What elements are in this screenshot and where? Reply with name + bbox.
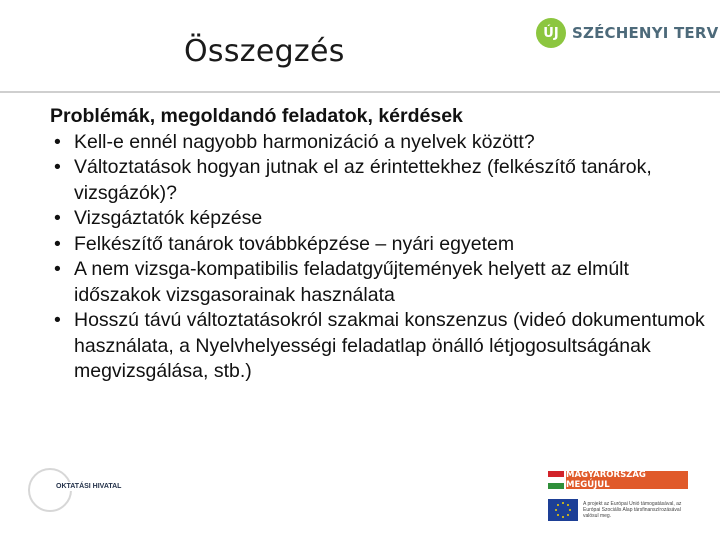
bullet-item: • Változtatások hogyan jutnak el az érintettekhez (felkészítő tanárok, vizsgázók)?: [50, 155, 710, 206]
bullet-item: • Vizsgáztatók képzése: [50, 206, 710, 232]
bullet-item: • A nem vizsga-kompatibilis feladatgyűjtemények helyett az elmúlt időszakok vizsgasorainak használata: [50, 257, 710, 308]
eu-flag-icon: [548, 499, 578, 521]
magyarorszag-megujul-text: MAGYARORSZÁG MEGÚJUL: [566, 471, 688, 489]
oktatasi-hivatal-logo: [28, 468, 122, 512]
footer-logos: [548, 471, 688, 521]
slide-title: Összegzés: [184, 34, 345, 69]
body-heading: Problémák, megoldandó feladatok, kérdések: [50, 105, 463, 127]
bullet-item: • Felkészítő tanárok továbbképzése – nyári egyetem: [50, 232, 710, 258]
bullet-item: • Kell-e ennél nagyobb harmonizáció a nyelvek között?: [50, 130, 710, 156]
bullet-item: • Hosszú távú változtatásokról szakmai konszenzus (videó dokumentumok használata, a Nyelvhelyességi feladatlap önálló létjogosultságának megvizsgálása, stb.): [50, 308, 710, 385]
szechenyi-terv-logo: [536, 18, 718, 48]
eu-logo: [548, 499, 688, 521]
magyarorszag-megujul-logo: [548, 471, 688, 489]
slide-body: [50, 104, 710, 385]
hungarian-flag-icon: [548, 471, 564, 489]
szechenyi-badge: ÚJ: [536, 18, 566, 48]
szechenyi-name: SZÉCHENYI TERV: [572, 24, 719, 42]
oktatasi-hivatal-text: OKTATÁSI HIVATAL: [56, 483, 122, 490]
bullet-list: [50, 130, 710, 385]
eu-support-text: A projekt az Európai Unió támogatásával, az Európai Szociális Alap társfinanszírozásával valósul meg.: [583, 501, 682, 519]
title-divider: [0, 91, 720, 93]
